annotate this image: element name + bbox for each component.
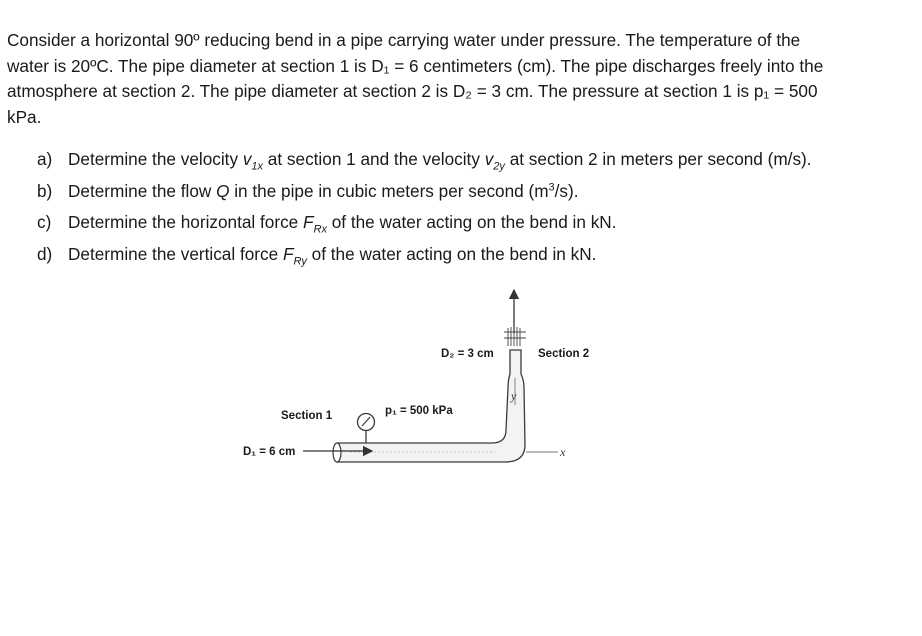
p1-label: p₁ = 500 kPa	[385, 405, 453, 417]
question-part-b	[37, 179, 907, 211]
d2-label: D₂ = 3 cm	[441, 348, 494, 360]
part-text: Determine the horizontal force $F_{Rx}$ of the water acting on the bend in kN.	[68, 212, 617, 236]
problem-statement	[7, 28, 902, 130]
part-label: d)	[37, 243, 53, 264]
pipe-bend-figure	[225, 280, 645, 485]
section-2-label: Section 2	[538, 348, 590, 360]
problem-line-2: water is 20ºC. The pipe diameter at section 1 is D₁ = 6 centimeters (cm). The pipe discharges freely into the	[7, 55, 824, 76]
part-text: Determine the flow Q in the pipe in cubic meters per second $(m^3/s)$.	[68, 180, 579, 201]
part-text: Determine the vertical force $F_{Ry}$ of the water acting on the bend in kN.	[68, 243, 597, 267]
x-axis-label: x	[560, 445, 566, 459]
part-text: Determine the velocity $v_{1x}$ at section 1 and the velocity $v_{2y}$ at section 2 in meters per second (m/s).	[68, 149, 812, 173]
question-part-a	[37, 147, 907, 179]
section-1-inlet-opening	[333, 443, 341, 462]
problem-line-4: kPa.	[7, 106, 42, 127]
section-2-diameter-marker	[504, 326, 526, 346]
question-part-d	[37, 242, 907, 274]
question-part-c	[37, 210, 907, 242]
part-label: a)	[37, 149, 53, 169]
part-label: c)	[37, 212, 52, 232]
problem-line-3: atmosphere at section 2. The pipe diameter at section 2 is D₂ = 3 cm. The pressure at section 1 is p₁ = 500	[7, 81, 818, 101]
question-parts-list	[37, 147, 907, 273]
d1-label: D₁ = 6 cm	[243, 446, 296, 458]
section-1-label: Section 1	[281, 410, 333, 422]
pressure-gauge-icon	[358, 414, 375, 444]
part-label: b)	[37, 180, 53, 201]
problem-line-1: Consider a horizontal 90º reducing bend in a pipe carrying water under pressure. The temperature of the	[7, 30, 801, 50]
y-axis-label: y	[511, 389, 517, 403]
